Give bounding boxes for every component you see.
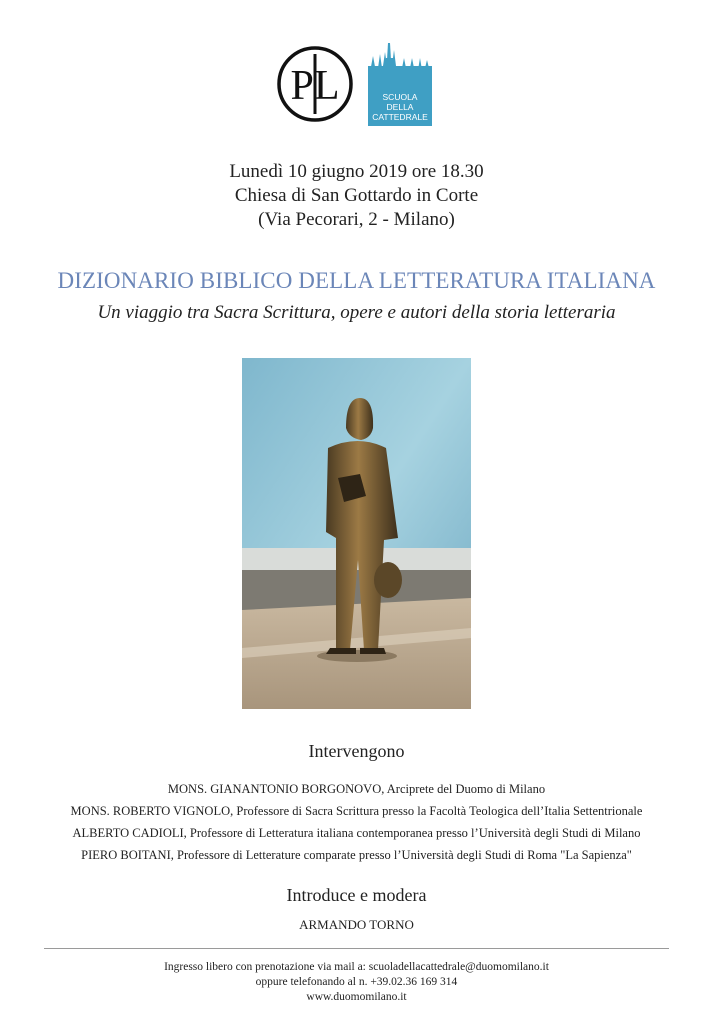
logo-text-line-1: SCUOLA: [382, 92, 418, 102]
footer: [0, 960, 713, 1005]
speaker-role: , Arciprete del Duomo di Milano: [381, 782, 546, 796]
pl-monogram-logo: [275, 44, 355, 124]
event-address: (Via Pecorari, 2 - Milano): [258, 209, 455, 230]
speaker-name: MONS. GIANANTONIO BORGONOVO: [167, 782, 382, 796]
pl-monogram-text: PL: [290, 63, 340, 109]
statue-photo: [242, 358, 471, 709]
speaker-name: ALBERTO CADIOLI: [72, 826, 184, 840]
speaker-row: [0, 844, 713, 866]
speaker-row: [0, 778, 713, 800]
footer-booking-line: Ingresso libero con prenotazione via mail a: scuoladellacattedrale@duomomilano.it: [164, 961, 549, 973]
speaker-name: MONS. ROBERTO VIGNOLO: [70, 804, 231, 818]
speakers-list: [0, 778, 713, 866]
speaker-row: [0, 822, 713, 844]
speaker-role: , Professore di Letterature comparate presso l’Università degli Studi di Roma "La Sapienza": [170, 848, 632, 862]
footer-divider: [44, 948, 669, 949]
event-venue: Chiesa di San Gottardo in Corte: [234, 185, 479, 206]
page-subtitle: Un viaggio tra Sacra Scrittura, opere e autori della storia letteraria: [97, 302, 616, 323]
scuola-della-cattedrale-logo: [366, 38, 436, 126]
event-info: [0, 160, 713, 232]
footer-phone-line: oppure telefonando al n. +39.02.36 169 314: [255, 976, 458, 988]
logo-text-line-2: DELLA: [386, 102, 414, 112]
event-date-time: Lunedì 10 giugno 2019 ore 18.30: [229, 161, 484, 182]
moderator-name: ARMANDO TORNO: [299, 917, 414, 932]
logo-text-line-3: CATTEDRALE: [372, 112, 428, 122]
header-logos: [0, 38, 713, 133]
speaker-role: , Professore di Letteratura italiana contemporanea presso l’Università degli Studi di Milano: [183, 826, 641, 840]
footer-website-link[interactable]: www.duomomilano.it: [306, 991, 407, 1003]
speaker-row: [0, 800, 713, 822]
speaker-name: PIERO BOITANI: [81, 848, 171, 862]
page-title: DIZIONARIO BIBLICO DELLA LETTERATURA ITALIANA: [57, 268, 656, 293]
moderator-heading: Introduce e modera: [286, 885, 427, 905]
speaker-role: , Professore di Sacra Scrittura presso la Facoltà Teologica dell’Italia Settentrionale: [230, 804, 643, 818]
speakers-heading: Intervengono: [308, 741, 405, 761]
statue-illustration: [242, 358, 471, 709]
